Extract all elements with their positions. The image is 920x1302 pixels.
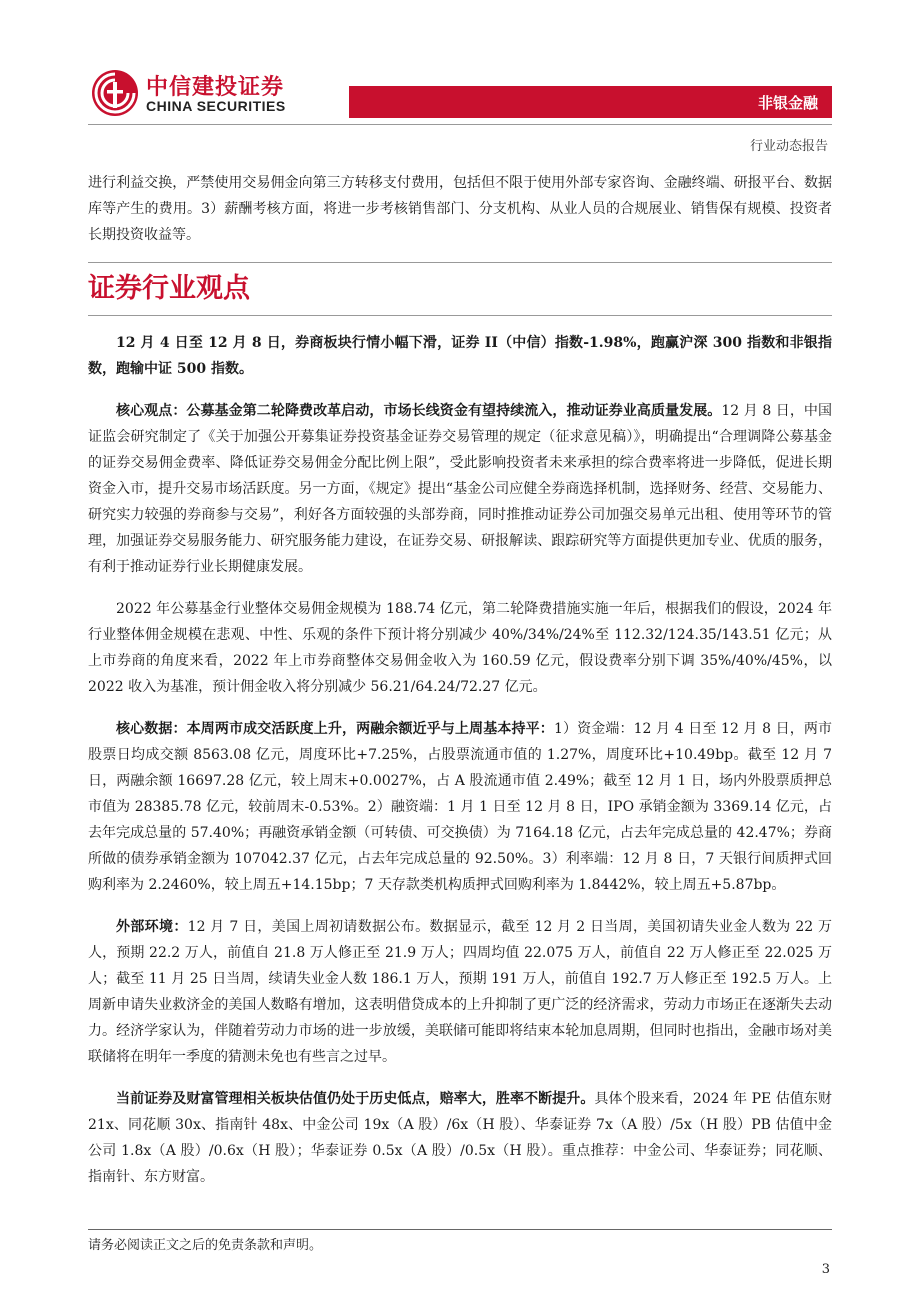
footer-disclaimer: 请务必阅读正文之后的免责条款和声明。: [88, 1238, 323, 1253]
page-number: 3: [821, 1262, 830, 1277]
section-top-divider: [88, 262, 832, 263]
section-title: 证券行业观点: [88, 273, 250, 304]
page-header: [0, 0, 920, 160]
intro-paragraph: 进行利益交换，严禁使用交易佣金向第三方转移支付费用，包括但不限于使用外部专家咨询、金融终端、研报平台、数据库等产生的费用。3）薪酬考核方面，将进一步考核销售部门、分支机构、从业人员的合规展业、销售保有规模、投资者长期投资收益等。: [88, 175, 832, 243]
valuation-heading: 当前证券及财富管理相关板块估值仍处于历史低点，赔率大，胜率不断提升。: [116, 1091, 595, 1107]
external-env-paragraph: [88, 914, 832, 1070]
core-view-heading: 核心观点：公募基金第二轮降费改革启动，市场长线资金有望持续流入，推动证券业高质量发展。: [116, 403, 722, 419]
external-env-text: 12 月 7 日，美国上周初请数据公布。数据显示，截至 12 月 2 日当周，美国初请失业金人数为 22 万人，预期 22.2 万人，前值自 21.8 万人修正至 21.9 万人；四周均值 22.075 万人，前值自 22 万人修正至 22.025 万人；截至 11 月 25 日当周，续请失业金人数 186.1 万人，预期 191 万人，前值自 192.7 万人修正至 192.5 万人。上周新申请失业救济金的美国人数略有增加，这表明借贷成本的上升抑制了更广泛的经济需求，劳动力市场正在逐渐失去动力。经济学家认为，伴随着劳动力市场的进一步放缓，美联储可能即将结束本轮加息周期，但同时也指出，金融市场对美联储将在明年一季度的猜测未免也有些言之过早。: [88, 919, 832, 1065]
core-view-paragraph: [88, 398, 832, 580]
core-data-paragraph: [88, 716, 832, 898]
core-view-text: 12 月 8 日，中国证监会研究制定了《关于加强公开募集证券投资基金证券交易管理的规定（征求意见稿）》，明确提出“合理调降公募基金的证券交易佣金费率、降低证券交易佣金分配比例上限”，受此影响投资者未来承担的综合费率将进一步降低，促进长期资金入市，提升交易市场活跃度。另一方面，《规定》提出“基金公司应健全券商选择机制，选择财务、经营、交易能力、研究实力较强的券商参与交易”，利好各方面较强的头部券商，同时推推动证券公司加强交易单元出租、使用等环节的管理，加强证券交易服务能力、研究服务能力建设，在证券交易、研报解读、跟踪研究等方面提供更加专业、优质的服务，有利于推动证券行业长期健康发展。: [88, 403, 832, 575]
logo-chinese-name: 中信建投证券: [146, 75, 285, 100]
section-bottom-divider: [88, 315, 832, 316]
header-divider: [88, 124, 832, 125]
valuation-paragraph: [88, 1086, 832, 1190]
footer-divider: [88, 1229, 832, 1230]
sector-banner: [349, 86, 832, 118]
valuation-text: 具体个股来看，2024 年 PE 估值东财 21x、同花顺 30x、指南针 48x、中金公司 19x（A 股）/6x（H 股）、华泰证券 7x（A 股）/5x（H 股）PB 估值中金公司 1.8x（A 股）/0.6x（H 股）；华泰证券 0.5x（A 股）/0.5x（H 股）。重点推荐：中金公司、华泰证券；同花顺、指南针、东方财富。: [88, 1091, 832, 1185]
core-data-text: 1）资金端：12 月 4 日至 12 月 8 日，两市股票日均成交额 8563.08 亿元，周度环比+7.25%，占股票流通市值的 1.27%，周度环比+10.49bp。截至 12 月 7 日，两融余额 16697.28 亿元，较上周末+0.0027%，占 A 股流通市值 2.49%；截至 12 月 1 日，场内外股票质押总市值为 28385.78 亿元，较前周末-0.53%。2）融资端：1 月 1 日至 12 月 8 日，IPO 承销金额为 3369.14 亿元，占去年完成总量的 57.40%；再融资承销金额（可转债、可交换债）为 7164.18 亿元，占去年完成总量的 42.47%；券商所做的债券承销金额为 107042.37 亿元，占去年完成总量的 92.50%。3）利率端：12 月 8 日，7 天银行间质押式回购利率为 2.2460%，较上周五+14.15bp；7 天存款类机构质押式回购利率为 1.8442%，较上周五+5.87bp。: [88, 721, 832, 893]
core-data-heading: 核心数据：本周两市成交活跃度上升，两融余额近乎与上周基本持平：: [116, 721, 554, 737]
main-content: [88, 170, 832, 1190]
commission-paragraph: 2022 年公募基金行业整体交易佣金规模为 188.74 亿元，第二轮降费措施实施一年后，根据我们的假设，2024 年行业整体佣金规模在悲观、中性、乐观的条件下预计将分别减少 40%/34%/24%至 112.32/124.35/143.51 亿元；从上市券商的角度来看，2022 年上市券商整体交易佣金收入为 160.59 亿元，假设费率分别下调 35%/40%/45%，以 2022 收入为基准，预计佣金收入将分别减少 56.21/64.24/72.27 亿元。: [88, 601, 832, 695]
external-env-heading: 外部环境：: [116, 919, 188, 935]
report-type-label: 行业动态报告: [749, 139, 828, 154]
logo-english-name: CHINA SECURITIES: [146, 98, 286, 114]
china-securities-logo-icon: [90, 68, 140, 118]
weekly-summary-paragraph: 12 月 4 日至 12 月 8 日，券商板块行情小幅下滑，证券 II（中信）指数-1.98%，跑赢沪深 300 指数和非银指数，跑输中证 500 指数。: [88, 335, 832, 377]
sector-label: 非银金融: [757, 94, 818, 112]
